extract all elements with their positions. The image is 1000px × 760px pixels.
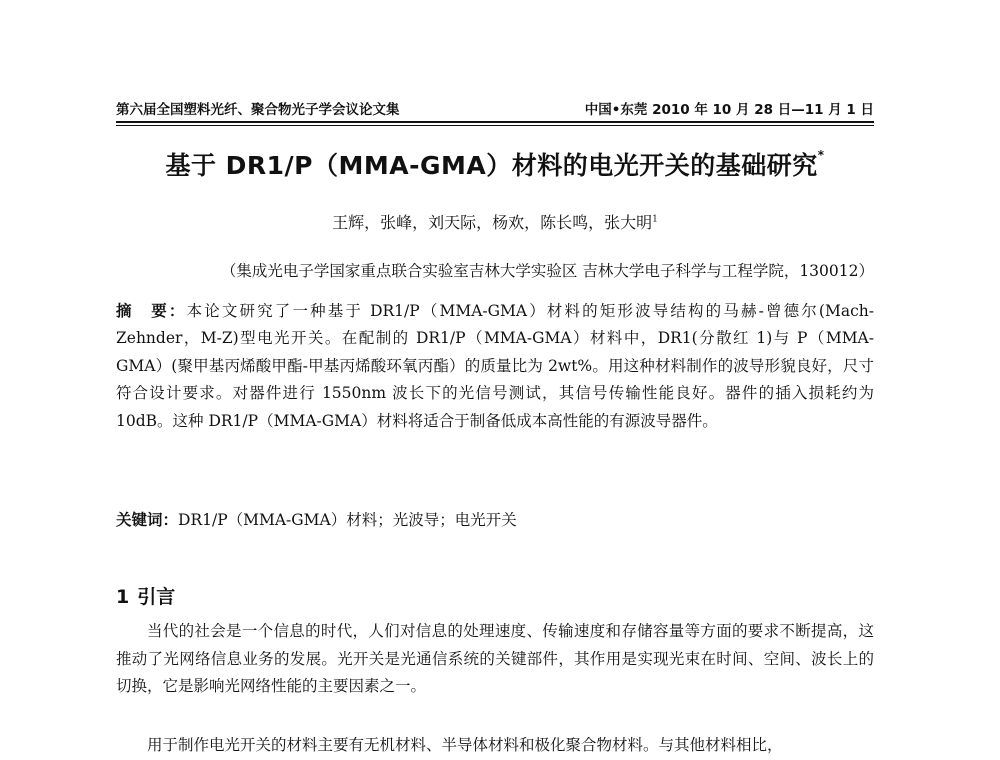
header-proceedings-name: 第六届全国塑料光纤、聚合物光子学会议论文集 (116, 102, 400, 118)
section-title: 引言 (137, 586, 176, 608)
section-number: 1 (116, 586, 130, 608)
abstract-text: 本论文研究了一种基于 DR1/P（MMA-GMA）材料的矩形波导结构的马赫-曾德尔(Mach-Zehnder，M-Z)型电光开关。在配制的 DR1/P（MMA-GMA）材料中，DR1(分散红 1)与 P（MMA-GMA）(聚甲基丙烯酸甲酯-甲基丙烯酸环氧丙酯）的质量比为 2wt%。用这种材料制作的波导形貌良好，尺寸符合设计要求。对器件进行 1550nm 波长下的光信号测试，其信号传输性能良好。器件的插入损耗约为 10dB。这种 DR1/P（MMA-GMA）材料将适合于制备低成本高性能的有源波导器件。 (116, 302, 874, 430)
abstract (116, 298, 874, 435)
author-footnote-mark: 1 (652, 214, 658, 225)
author-names: 王辉，张峰，刘天际，杨欢，陈长鸣，张大明 (332, 213, 653, 232)
running-header (116, 98, 874, 118)
paper-title-text: 基于 DR1/P（MMA-GMA）材料的电光开关的基础研究 (165, 151, 818, 180)
body-paragraph: 用于制作电光开关的材料主要有无机材料、半导体材料和极化聚合物材料。与其他材料相比， (147, 736, 783, 754)
abstract-label: 摘 要： (116, 302, 187, 320)
header-location-date: 中国•东莞 2010 年 10 月 28 日—11 月 1 日 (584, 102, 874, 118)
body-paragraph: 当代的社会是一个信息的时代，人们对信息的处理速度、传输速度和存储容量等方面的要求不断提高，这推动了光网络信息业务的发展。光开关是光通信系统的关键部件，其作用是实现光束在时间、空间、波长上的切换，它是影响光网络性能的主要因素之一。 (116, 622, 874, 695)
affiliation: （集成光电子学国家重点联合实验室吉林大学实验区 吉林大学电子科学与工程学院，130012） (220, 262, 874, 280)
keywords-text: DR1/P（MMA-GMA）材料；光波导；电光开关 (178, 511, 517, 529)
keywords-label: 关键词： (116, 511, 179, 529)
title-footnote-mark: * (817, 148, 825, 162)
paper-title (116, 146, 874, 182)
section-heading (116, 582, 175, 609)
header-rule-thin (116, 125, 874, 126)
keywords (116, 508, 874, 530)
author-list (116, 210, 874, 233)
header-rule-thick (116, 121, 874, 123)
